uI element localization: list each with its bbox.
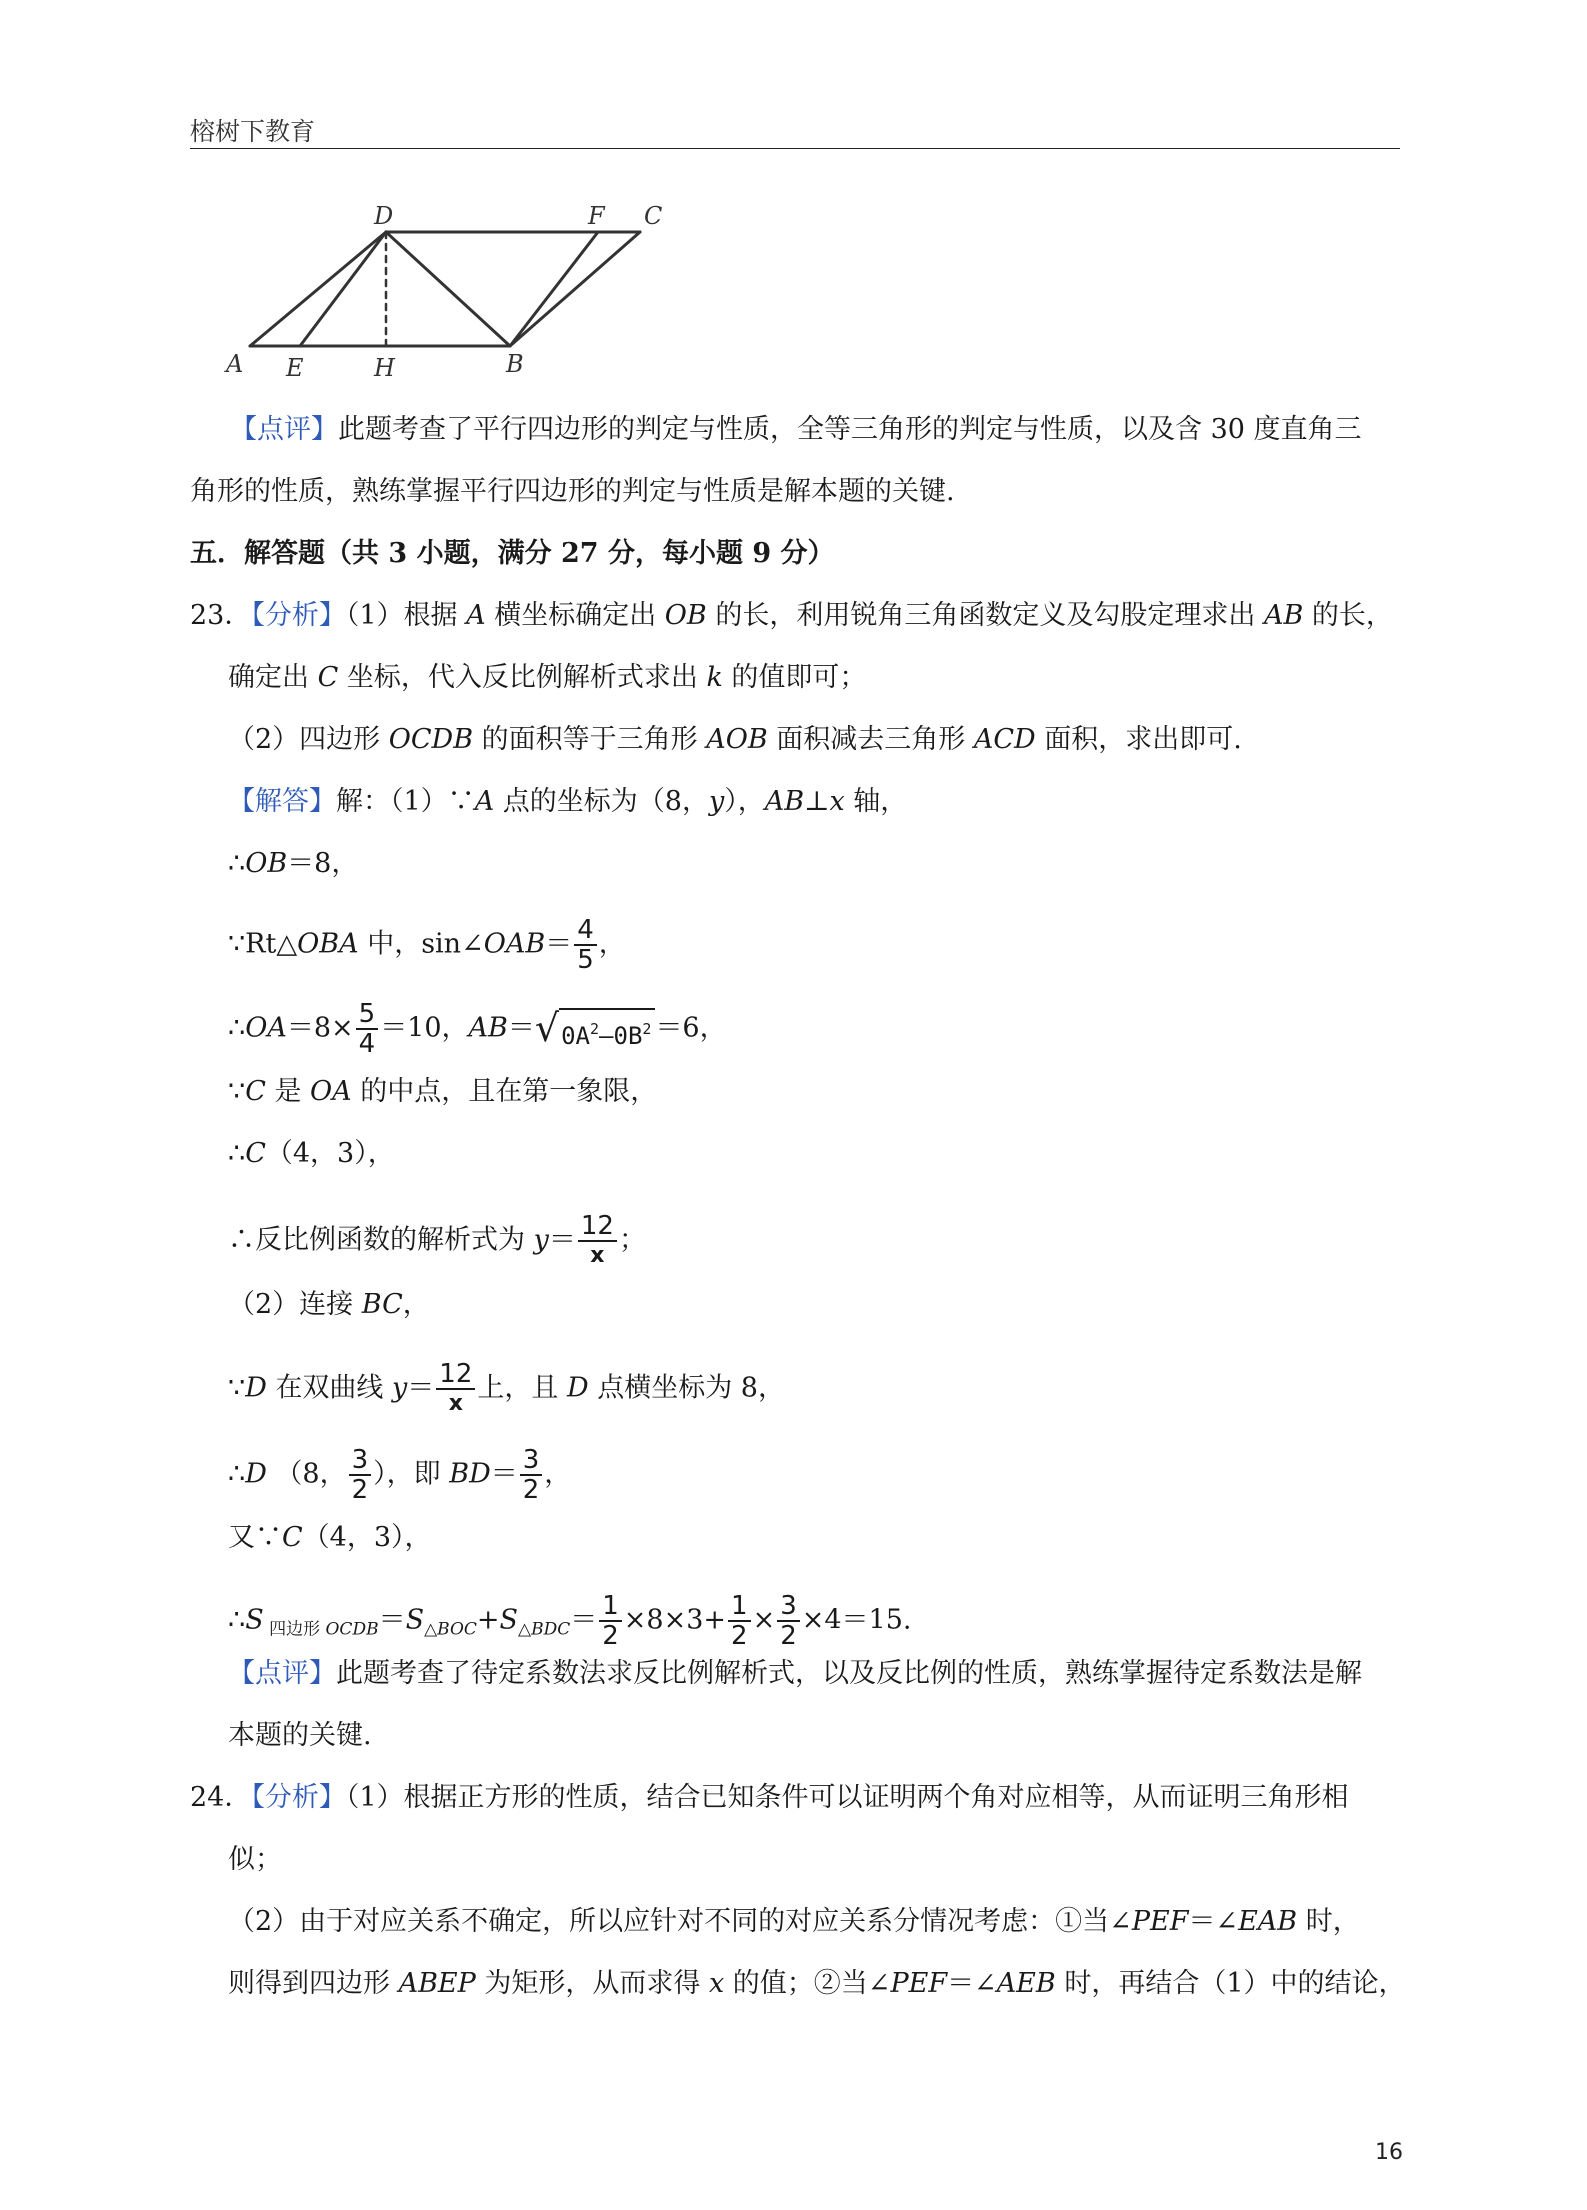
fraction: $\frac{5}{4}$ bbox=[356, 1000, 379, 1058]
q23-review-line-1: 【点评】此题考查了待定系数法求反比例解析式，以及反比例的性质，熟练掌握待定系数法是解 bbox=[228, 1658, 1362, 1689]
question-number: 24． bbox=[190, 1782, 252, 1813]
segment-AD bbox=[250, 232, 386, 346]
q23-solution-line-8: （2）连接 BC， bbox=[228, 1289, 430, 1320]
q23-solution-line-7: ∴反比例函数的解析式为 y＝ $\frac{12}{x}$ ； bbox=[228, 1211, 646, 1268]
segment-BC bbox=[510, 232, 640, 346]
header-divider bbox=[190, 148, 1400, 149]
segment-DB bbox=[386, 232, 510, 346]
q23-analysis-line-3: （2）四边形 OCDB 的面积等于三角形 AOB 面积减去三角形 ACD 面积，求出即可. bbox=[228, 724, 1242, 755]
q23-solution-line-2: ∴OB＝8， bbox=[228, 848, 359, 879]
q24-analysis-line-4: 则得到四边形 ABEP 为矩形，从而求得 x 的值；②当∠PEF＝∠AEB 时，再结合（1）中的结论， bbox=[228, 1968, 1406, 1999]
section-5-title: 五．解答题（共 3 小题，满分 27 分，每小题 9 分） bbox=[190, 538, 835, 569]
q23-solution-line-1: 【解答】解：（1）∵A 点的坐标为（8，y），AB⊥x 轴， bbox=[228, 786, 908, 817]
review-tag: 【点评】 bbox=[230, 414, 338, 445]
fraction: $\frac{1}{2}$ bbox=[728, 1592, 751, 1650]
fraction: $\frac{12}{x}$ bbox=[436, 1360, 475, 1418]
q23-solution-line-9: ∵D 在双曲线 y＝ $\frac{12}{x}$ 上，且 D 点横坐标为 8， bbox=[228, 1359, 785, 1416]
answer-tag: 【解答】 bbox=[228, 786, 336, 817]
q23-solution-line-6: ∴C（4，3）， bbox=[228, 1138, 395, 1169]
fraction: $\frac{3}{2}$ bbox=[349, 1446, 372, 1504]
q23-solution-line-11: 又∵C（4，3）， bbox=[228, 1522, 432, 1553]
label-E: E bbox=[286, 354, 304, 382]
header-title: 榕树下教育 bbox=[190, 117, 316, 146]
q24-analysis-line-1: 24．【分析】（1）根据正方形的性质，结合已知条件可以证明两个角对应相等，从而证明三角形相 bbox=[190, 1782, 1349, 1813]
label-F: F bbox=[588, 202, 605, 230]
label-A: A bbox=[226, 350, 244, 378]
label-C: C bbox=[644, 202, 663, 230]
fraction: $\frac{3}{2}$ bbox=[777, 1592, 800, 1650]
square-root: √ $0A^2-0B^2$ bbox=[535, 1008, 656, 1051]
review-tag: 【点评】 bbox=[228, 1658, 336, 1689]
label-H: H bbox=[374, 354, 395, 382]
segment-BF bbox=[510, 232, 598, 346]
q24-analysis-line-2: 似； bbox=[228, 1844, 282, 1875]
page-number: 16 bbox=[1375, 2140, 1403, 2165]
fraction: $\frac{1}{2}$ bbox=[599, 1592, 622, 1650]
q23-solution-line-3: ∵Rt△OBA 中，sin∠OAB＝ $\frac{4}{5}$ ， bbox=[228, 915, 626, 975]
q24-analysis-line-3: （2）由于对应关系不确定，所以应针对不同的对应关系分情况考虑：①当∠PEF＝∠EAB 时， bbox=[228, 1906, 1360, 1937]
analysis-tag: 【分析】 bbox=[251, 600, 346, 631]
q23-solution-line-10: ∴D （8， $\frac{3}{2}$ ），即 BD＝ $\frac{3}{2}$ ， bbox=[228, 1445, 572, 1505]
label-D: D bbox=[374, 202, 394, 230]
q23-solution-line-5: ∵C 是 OA 的中点，且在第一象限， bbox=[228, 1076, 658, 1107]
fraction: $\frac{12}{x}$ bbox=[578, 1212, 617, 1270]
q23-solution-line-12: ∴S $_{四边形 OCDB}=S_{\triangle BOC}+S_{\triangle BDC}=$ $\frac{1}{2}$ ×8×3+ $\frac{1}{2}$ × $\frac{3}{2}$ ×4＝15. bbox=[228, 1591, 912, 1651]
parallelogram-figure bbox=[210, 196, 680, 386]
q23-review-line-2: 本题的关键. bbox=[228, 1720, 372, 1751]
analysis-tag: 【分析】 bbox=[251, 1782, 346, 1813]
segment-ED bbox=[300, 232, 386, 346]
q23-solution-line-4: ∴OA＝8× $\frac{5}{4}$ ＝10，AB＝ √ $0A^2-0B^2$ ＝6， bbox=[228, 999, 727, 1059]
review-1-line-2: 角形的性质，熟练掌握平行四边形的判定与性质是解本题的关键. bbox=[190, 476, 955, 507]
question-number: 23． bbox=[190, 600, 252, 631]
fraction: $\frac{4}{5}$ bbox=[574, 916, 597, 974]
label-B: B bbox=[506, 350, 524, 378]
q23-analysis-line-2: 确定出 C 坐标，代入反比例解析式求出 k 的值即可； bbox=[228, 662, 867, 693]
fraction: $\frac{3}{2}$ bbox=[520, 1446, 543, 1504]
q23-analysis-line-1: 23．【分析】（1）根据 A 横坐标确定出 OB 的长，利用锐角三角函数定义及勾股定理求出 AB 的长， bbox=[190, 600, 1393, 631]
review-1-line-1: 【点评】此题考查了平行四边形的判定与性质，全等三角形的判定与性质，以及含 30 度直角三 bbox=[230, 414, 1362, 445]
